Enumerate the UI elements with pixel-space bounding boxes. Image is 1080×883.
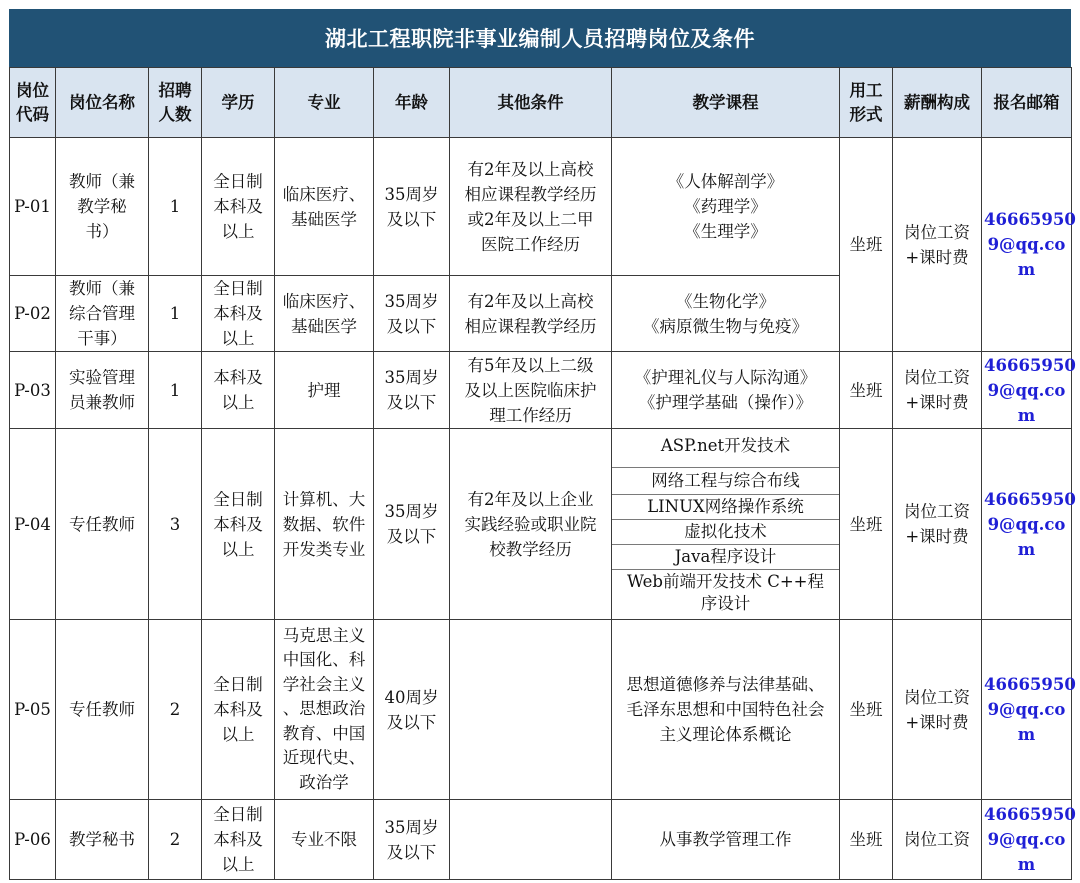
table-row [10, 429, 1072, 620]
cell-code: P-06 [10, 800, 56, 880]
header-code: 岗位 代码 [10, 68, 56, 138]
email-link[interactable]: 46665950 9@qq.co m [982, 352, 1072, 429]
header-form: 用工 形式 [840, 68, 893, 138]
email-link[interactable]: 46665950 9@qq.co m [982, 620, 1072, 800]
cell-courses: 思想道德修养与法律基础、 毛泽东思想和中国特色社会 主义理论体系概论 [612, 620, 840, 800]
cell-age: 35周岁 及以下 [374, 800, 450, 880]
cell-name: 教师（兼 综合管理 干事） [56, 276, 149, 352]
course-item: 虚拟化技术 [612, 520, 839, 545]
cell-other: 有5年及以上二级 及以上医院临床护 理工作经历 [450, 352, 612, 429]
course-item: ASP.net开发技术 [612, 429, 839, 468]
cell-age: 35周岁 及以下 [374, 138, 450, 276]
cell-form: 坐班 [840, 800, 893, 880]
header-email: 报名邮箱 [982, 68, 1072, 138]
header-major: 专业 [275, 68, 374, 138]
cell-name: 实验管理 员兼教师 [56, 352, 149, 429]
cell-other: 有2年及以上高校 相应课程教学经历 或2年及以上二甲 医院工作经历 [450, 138, 612, 276]
cell-form: 坐班 [840, 352, 893, 429]
cell-pay: 岗位工资 +课时费 [893, 138, 982, 352]
course-item: LINUX网络操作系统 [612, 495, 839, 520]
cell-edu: 全日制 本科及 以上 [202, 276, 275, 352]
cell-form: 坐班 [840, 620, 893, 800]
cell-major: 马克思主义 中国化、科 学社会主义 、思想政治 教育、中国 近现代史、 政治学 [275, 620, 374, 800]
cell-age: 35周岁 及以下 [374, 352, 450, 429]
header-pay: 薪酬构成 [893, 68, 982, 138]
cell-count: 1 [149, 352, 202, 429]
cell-count: 2 [149, 620, 202, 800]
header-count: 招聘 人数 [149, 68, 202, 138]
cell-other: 有2年及以上高校 相应课程教学经历 [450, 276, 612, 352]
cell-form: 坐班 [840, 138, 893, 352]
cell-form: 坐班 [840, 429, 893, 620]
course-item: 网络工程与综合布线 [612, 468, 839, 495]
cell-edu: 全日制 本科及 以上 [202, 429, 275, 620]
cell-pay: 岗位工资 +课时费 [893, 620, 982, 800]
cell-count: 1 [149, 276, 202, 352]
cell-name: 教师（兼 教学秘 书） [56, 138, 149, 276]
header-edu: 学历 [202, 68, 275, 138]
header-row [10, 68, 1072, 138]
cell-major: 计算机、大 数据、软件 开发类专业 [275, 429, 374, 620]
cell-courses [612, 429, 840, 620]
header-age: 年龄 [374, 68, 450, 138]
cell-other [450, 800, 612, 880]
cell-name: 专任教师 [56, 620, 149, 800]
email-link[interactable]: 46665950 9@qq.co m [982, 138, 1072, 352]
table-row [10, 800, 1072, 880]
page-title: 湖北工程职院非事业编制人员招聘岗位及条件 [9, 9, 1071, 67]
cell-edu: 全日制 本科及 以上 [202, 800, 275, 880]
cell-code: P-05 [10, 620, 56, 800]
cell-pay: 岗位工资 +课时费 [893, 352, 982, 429]
header-other: 其他条件 [450, 68, 612, 138]
cell-edu: 本科及 以上 [202, 352, 275, 429]
cell-major: 临床医疗、 基础医学 [275, 138, 374, 276]
cell-name: 专任教师 [56, 429, 149, 620]
header-courses: 教学课程 [612, 68, 840, 138]
cell-code: P-01 [10, 138, 56, 276]
cell-code: P-03 [10, 352, 56, 429]
cell-age: 35周岁 及以下 [374, 429, 450, 620]
cell-edu: 全日制 本科及 以上 [202, 620, 275, 800]
course-item: Web前端开发技术 C++程序设计 [627, 572, 824, 613]
cell-age: 35周岁 及以下 [374, 276, 450, 352]
cell-courses: 《生物化学》 《病原微生物与免疫》 [612, 276, 840, 352]
cell-courses: 《人体解剖学》 《药理学》 《生理学》 [612, 138, 840, 276]
table-row [10, 352, 1072, 429]
course-item: Java程序设计 [612, 545, 839, 570]
email-link[interactable]: 46665950 9@qq.co m [982, 800, 1072, 880]
table-row [10, 620, 1072, 800]
cell-other: 有2年及以上企业 实践经验或职业院 校教学经历 [450, 429, 612, 620]
cell-pay: 岗位工资 +课时费 [893, 429, 982, 620]
cell-other [450, 620, 612, 800]
cell-count: 1 [149, 138, 202, 276]
cell-pay: 岗位工资 [893, 800, 982, 880]
cell-name: 教学秘书 [56, 800, 149, 880]
cell-age: 40周岁 及以下 [374, 620, 450, 800]
email-link[interactable]: 46665950 9@qq.co m [982, 429, 1072, 620]
cell-code: P-04 [10, 429, 56, 620]
cell-courses: 《护理礼仪与人际沟通》 《护理学基础（操作）》 [612, 352, 840, 429]
cell-courses: 从事教学管理工作 [612, 800, 840, 880]
cell-count: 3 [149, 429, 202, 620]
cell-edu: 全日制 本科及 以上 [202, 138, 275, 276]
cell-count: 2 [149, 800, 202, 880]
cell-code: P-02 [10, 276, 56, 352]
header-name: 岗位名称 [56, 68, 149, 138]
table-row [10, 138, 1072, 276]
cell-major: 专业不限 [275, 800, 374, 880]
cell-major: 临床医疗、 基础医学 [275, 276, 374, 352]
recruitment-table [9, 67, 1076, 880]
cell-major: 护理 [275, 352, 374, 429]
